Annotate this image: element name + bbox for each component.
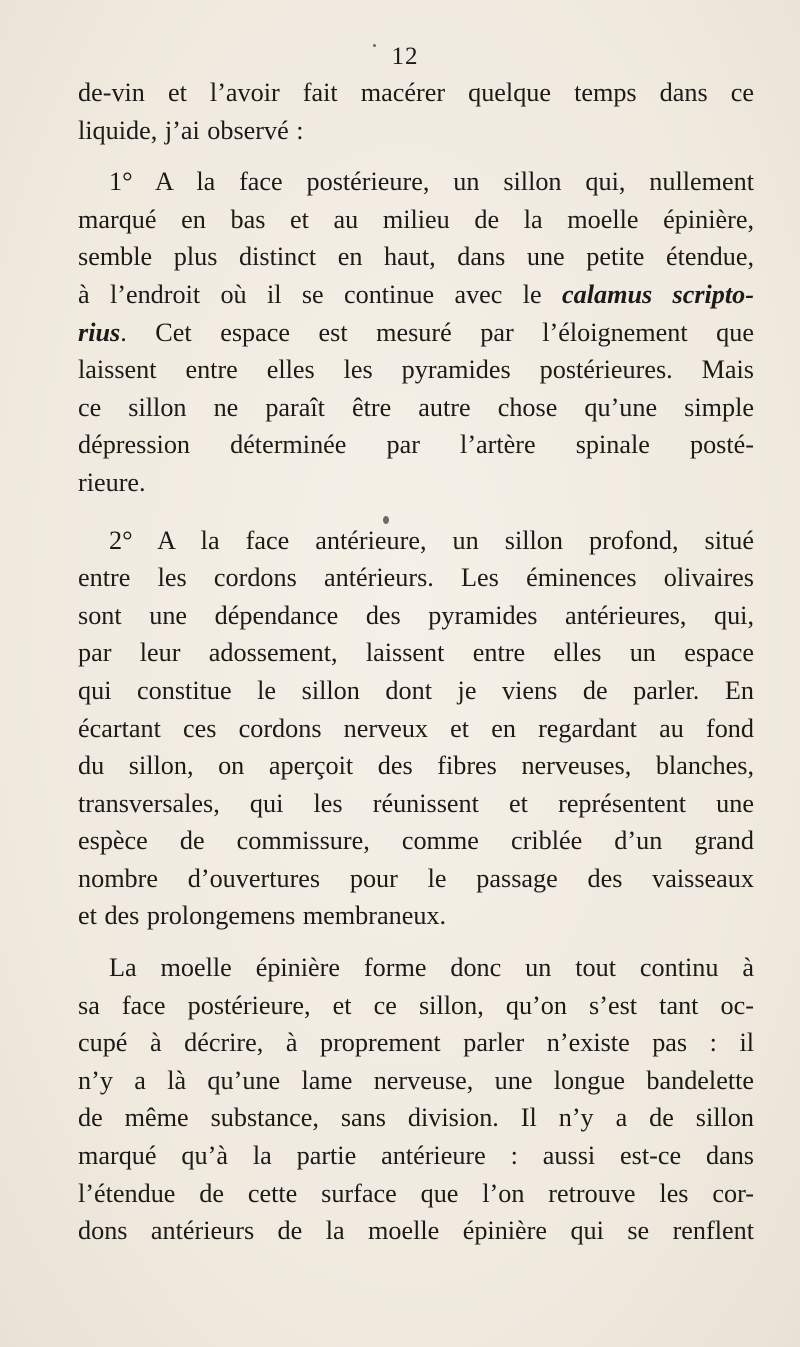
text-line: [78, 314, 754, 352]
text-fragment: à l’endroit où il se continue avec le: [78, 279, 562, 309]
text-line: n’y a là qu’une lame nerveuse, une longue bandelette: [78, 1065, 754, 1095]
paragraph-conclusion: [78, 949, 754, 1250]
paragraph-anterior-face: [78, 522, 754, 936]
text-line: nombre d’ouvertures pour le passage des vaisseaux: [78, 863, 754, 893]
text-line: sont une dépendance des pyramides antérieures, qui,: [78, 600, 754, 630]
text-line: laissent entre elles les pyramides postérieures. Mais: [78, 355, 754, 385]
text-line: du sillon, on aperçoit des fibres nerveuses, blanches,: [78, 751, 754, 781]
text-line: écartant ces cordons nerveux et en regardant au fond: [78, 713, 754, 743]
text-line: La moelle épinière forme donc un tout continu à: [109, 953, 754, 983]
text-line: cupé à décrire, à proprement parler n’existe pas : il: [78, 1028, 754, 1058]
page-number: 12: [391, 43, 419, 70]
paragraph-intro: [78, 74, 754, 149]
text-line: de-vin et l’avoir fait macérer quelque temps dans ce: [78, 78, 754, 107]
text-line: de même substance, sans division. Il n’y a de sillon: [78, 1103, 754, 1133]
italic-term: rius: [78, 317, 121, 347]
text-line: qui constitue le sillon dont je viens de parler. En: [78, 675, 754, 705]
paragraph-posterior-face: [78, 163, 754, 501]
ink-speck: [373, 44, 376, 47]
text-line: marqué qu’à la partie antérieure : aussi est-ce dans: [78, 1141, 754, 1171]
text-line: 1° A la face postérieure, un sillon qui, nullement: [109, 167, 754, 197]
text-line: et des prolongemens membraneux.: [78, 901, 447, 931]
body-text: [78, 74, 754, 1250]
text-line: liquide, j’ai observé :: [78, 115, 304, 145]
italic-term: calamus scripto-: [561, 279, 754, 309]
text-fragment: . Cet espace est mesuré par l’éloignement que: [120, 317, 754, 347]
text-line: dépression déterminée par l’artère spinale posté-: [78, 430, 754, 460]
text-line: par leur adossement, laissent entre elles un espace: [78, 638, 754, 668]
text-line: semble plus distinct en haut, dans une petite étendue,: [78, 242, 754, 272]
text-line: marqué en bas et au milieu de la moelle épinière,: [78, 204, 754, 234]
text-line: transversales, qui les réunissent et représentent une: [78, 788, 754, 818]
text-line: ce sillon ne paraît être autre chose qu’une simple: [78, 392, 754, 422]
text-line: sa face postérieure, et ce sillon, qu’on s’est tant oc-: [78, 990, 754, 1020]
text-line: rieure.: [78, 467, 146, 497]
text-line: espèce de commissure, comme criblée d’un grand: [78, 826, 754, 856]
text-line: entre les cordons antérieurs. Les éminences olivaires: [78, 563, 754, 593]
text-line: 2° A la face antérieure, un sillon profond, situé: [109, 525, 754, 555]
text-line: dons antérieurs de la moelle épinière qui se renflent: [78, 1216, 754, 1246]
text-line: l’étendue de cette surface que l’on retrouve les cor-: [78, 1178, 754, 1208]
text-line: [78, 276, 754, 314]
